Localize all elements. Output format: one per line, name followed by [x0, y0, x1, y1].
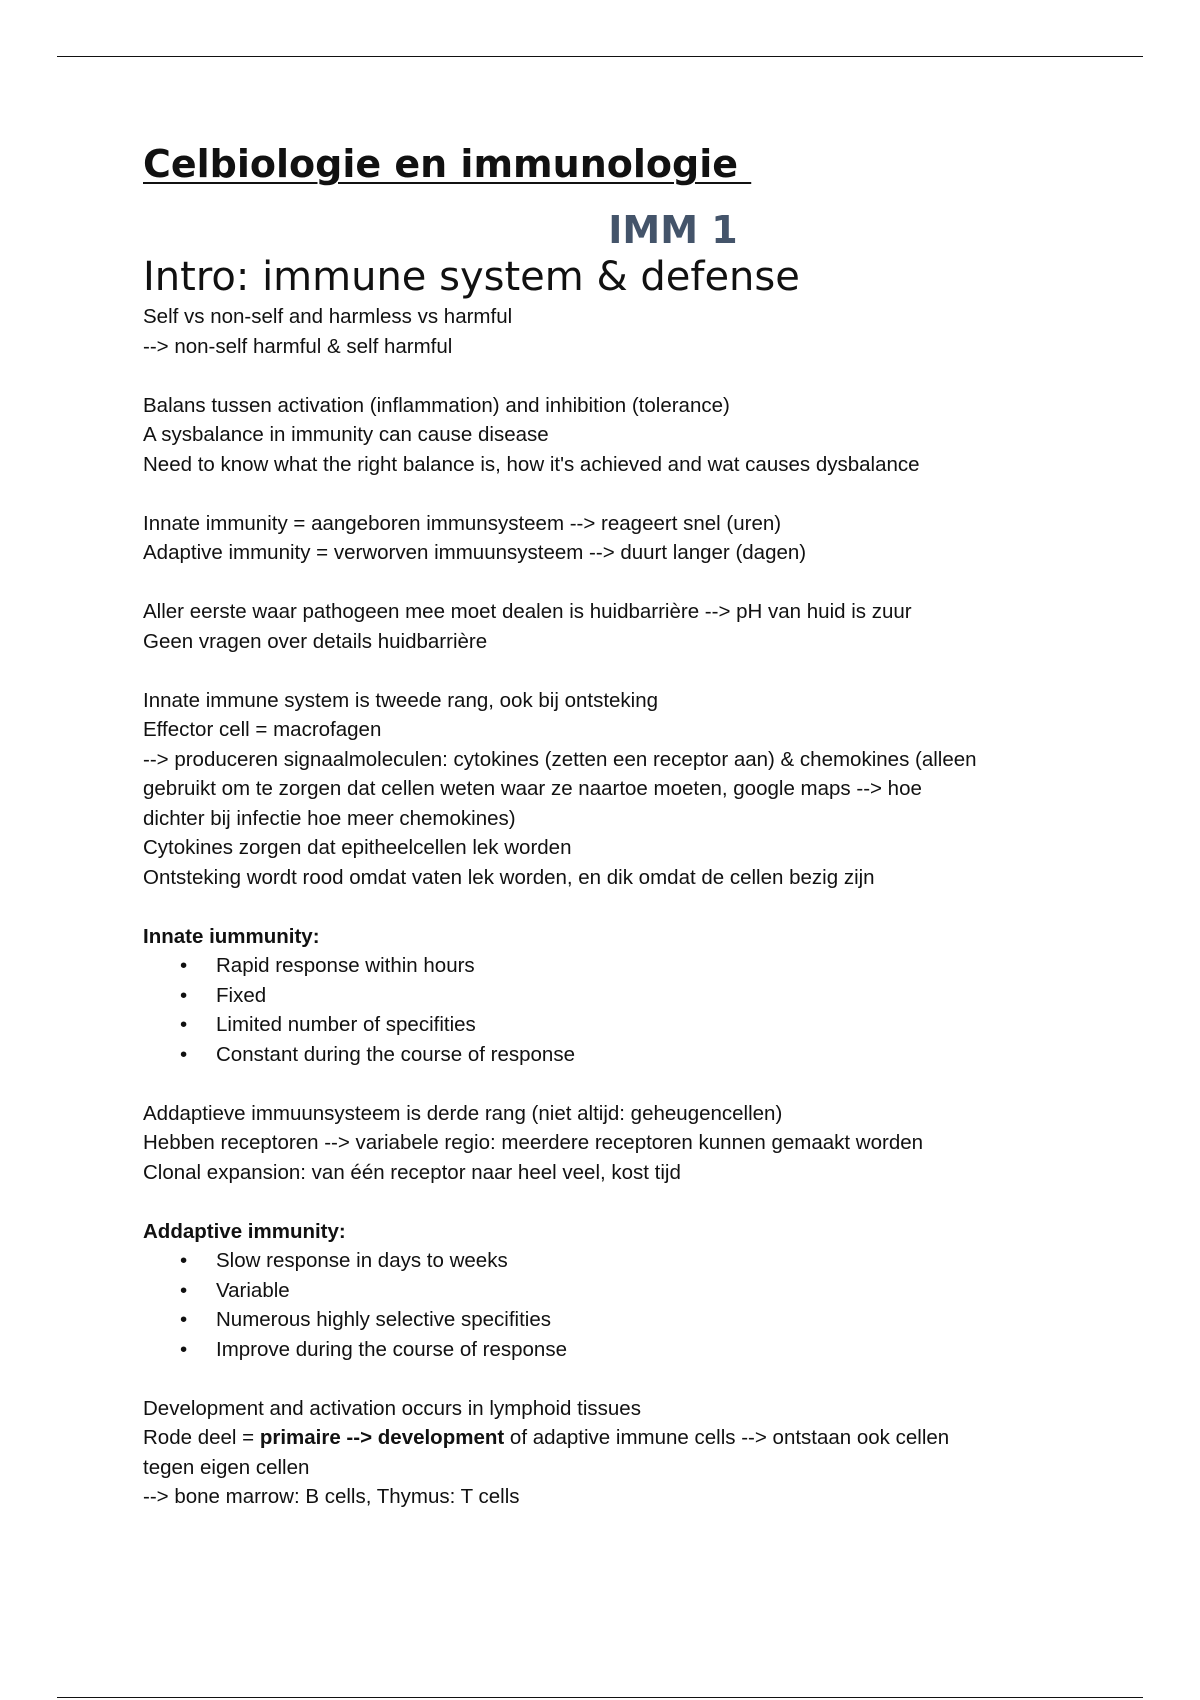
text-line: Development and activation occurs in lymphoid tissues — [143, 1396, 641, 1420]
bullet-icon: • — [180, 1042, 188, 1066]
paragraph-gap — [143, 479, 1083, 509]
text-line: --> bone marrow: B cells, Thymus: T cells — [143, 1485, 520, 1508]
text-line: --> produceren signaalmoleculen: cytokines (zetten een receptor aan) & chemokines (alleen — [143, 747, 977, 771]
document-body — [143, 138, 1083, 1512]
text-line: Hebben receptoren --> variabele regio: meerdere receptoren kunnen gemaakt worden — [143, 1131, 924, 1154]
bullet-icon: • — [180, 1013, 188, 1036]
paragraph-innate-adaptive — [143, 509, 1083, 568]
text-line: Cytokines zorgen dat epitheelcellen lek worden — [143, 836, 572, 859]
text-line: Adaptive immunity = verworven immuunsysteem --> duurt langer (dagen) — [143, 541, 807, 564]
list-item-text: Slow response in days to weeks — [216, 1249, 508, 1272]
text-span: of adaptive immune cells --> ontstaan ook cellen — [504, 1426, 950, 1449]
text-line: Need to know what the right balance is, how it's achieved and wat causes dysbalance — [143, 452, 920, 476]
bottom-border-line — [57, 1697, 1143, 1698]
paragraph-lymphoid-tissues — [143, 1394, 1083, 1512]
list-item-text: Limited number of specifities — [216, 1013, 476, 1036]
paragraph-gap — [143, 1069, 1083, 1099]
list-item — [180, 1040, 1083, 1070]
text-span: Rode deel = — [143, 1426, 260, 1449]
text-line: Clonal expansion: van één receptor naar heel veel, kost tijd — [143, 1160, 681, 1184]
text-line: --> non-self harmful & self harmful — [143, 334, 453, 358]
text-line: gebruikt om te zorgen dat cellen weten waar ze naartoe moeten, google maps --> hoe — [143, 777, 922, 800]
adaptive-immunity-list — [143, 1246, 1083, 1364]
paragraph-self-nonself — [143, 302, 1083, 361]
text-line: Self vs non-self and harmless vs harmful — [143, 305, 513, 328]
rode-deel-line — [143, 1423, 1083, 1453]
innate-immunity-list — [143, 951, 1083, 1069]
text-line: A sysbalance in immunity can cause disease — [143, 423, 549, 446]
paragraph-gap — [143, 361, 1083, 391]
paragraph-skin-barrier — [143, 597, 1083, 656]
paragraph-gap — [143, 892, 1083, 922]
top-border-line — [57, 56, 1143, 57]
text-line: Innate immune system is tweede rang, ook bij ontsteking — [143, 688, 659, 712]
text-line: Effector cell = macrofagen — [143, 718, 382, 741]
paragraph-innate-system — [143, 686, 1083, 893]
paragraph-balance — [143, 391, 1083, 480]
text-line: Geen vragen over details huidbarrière — [143, 629, 488, 653]
bullet-icon: • — [180, 1337, 188, 1361]
paragraph-gap — [143, 656, 1083, 686]
bullet-icon: • — [180, 1278, 188, 1302]
innate-immunity-section — [143, 922, 1083, 1070]
text-line: tegen eigen cellen — [143, 1455, 310, 1479]
text-line: Ontsteking wordt rood omdat vaten lek worden, en dik omdat de cellen bezig zijn — [143, 865, 875, 889]
list-item — [180, 1305, 1083, 1335]
list-item — [180, 1276, 1083, 1306]
bold-text: development — [377, 1426, 505, 1449]
adaptive-immunity-section — [143, 1217, 1083, 1365]
list-item — [180, 951, 1083, 981]
text-line: Balans tussen activation (inflammation) and inhibition (tolerance) — [143, 393, 730, 417]
list-item — [180, 1246, 1083, 1276]
paragraph-gap — [143, 568, 1083, 598]
bullet-icon: • — [180, 1308, 188, 1331]
imm-heading: IMM 1 — [608, 208, 738, 252]
section-heading: Intro: immune system & defense — [143, 254, 800, 300]
adaptive-immunity-heading: Addaptive immunity: — [143, 1219, 346, 1243]
list-item — [180, 1010, 1083, 1040]
list-item — [180, 981, 1083, 1011]
bullet-icon: • — [180, 1249, 188, 1272]
innate-immunity-heading: Innate iummunity: — [143, 924, 320, 948]
bold-text: --> — [340, 1426, 378, 1449]
list-item — [180, 1335, 1083, 1365]
text-line: dichter bij infectie hoe meer chemokines) — [143, 806, 516, 830]
list-item-text: Rapid response within hours — [216, 954, 475, 977]
paragraph-gap — [143, 1364, 1083, 1394]
notes-text — [143, 302, 1083, 1512]
bullet-icon: • — [180, 983, 188, 1007]
list-item-text: Improve during the course of response — [216, 1337, 567, 1361]
text-line: Aller eerste waar pathogeen mee moet dealen is huidbarrière --> pH van huid is zuur — [143, 600, 912, 623]
list-item-text: Numerous highly selective specifities — [216, 1308, 551, 1331]
bold-text: primaire — [259, 1426, 341, 1449]
text-line: Innate immunity = aangeboren immunsysteem --> reageert snel (uren) — [143, 511, 782, 535]
list-item-text: Constant during the course of response — [216, 1042, 575, 1066]
list-item-text: Fixed — [216, 983, 267, 1007]
document-title: Celbiologie en immunologie — [143, 142, 752, 186]
paragraph-adaptive-system — [143, 1099, 1083, 1188]
paragraph-gap — [143, 1187, 1083, 1217]
list-item-text: Variable — [216, 1278, 290, 1302]
text-line: Addaptieve immuunsysteem is derde rang (niet altijd: geheugencellen) — [143, 1101, 783, 1125]
bullet-icon: • — [180, 954, 188, 977]
